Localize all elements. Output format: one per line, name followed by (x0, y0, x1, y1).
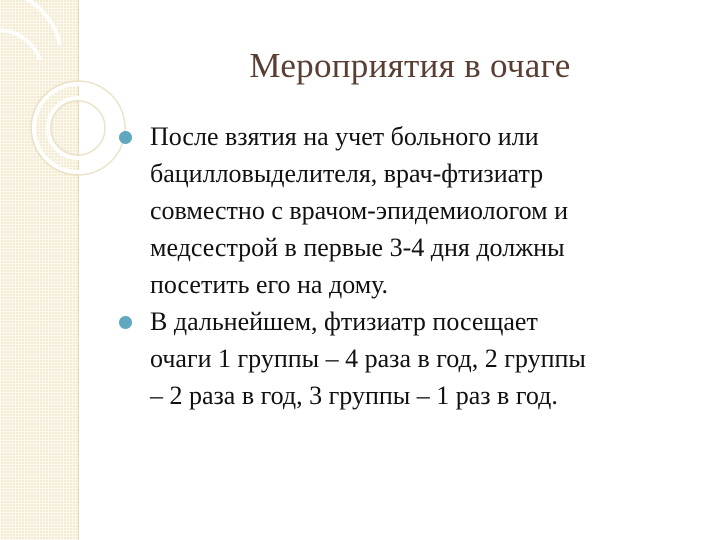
bullet-line: После взятия на учет больного или (150, 122, 539, 151)
bullet-line: очаги 1 группы – 4 раза в год, 2 группы (150, 344, 586, 373)
bullet-icon (119, 131, 132, 144)
bullet-icon (119, 316, 132, 329)
bullet-line: – 2 раза в год, 3 группы – 1 раз в год. (150, 381, 558, 410)
bullet-list (105, 118, 705, 414)
bullet-line: В дальнейшем, фтизиатр посещает (150, 307, 538, 336)
bullet-item (105, 118, 705, 303)
bullet-line: бацилловыделителя, врач-фтизиатр (150, 159, 544, 188)
bullet-line: медсестрой в первые 3-4 дня должны (150, 233, 565, 262)
bullet-line: совместно с врачом-эпидемиологом и (150, 196, 568, 225)
bullet-line: посетить его на дому. (150, 270, 389, 299)
bullet-item (105, 303, 705, 414)
page-title: Мероприятия в очаге (249, 46, 571, 85)
